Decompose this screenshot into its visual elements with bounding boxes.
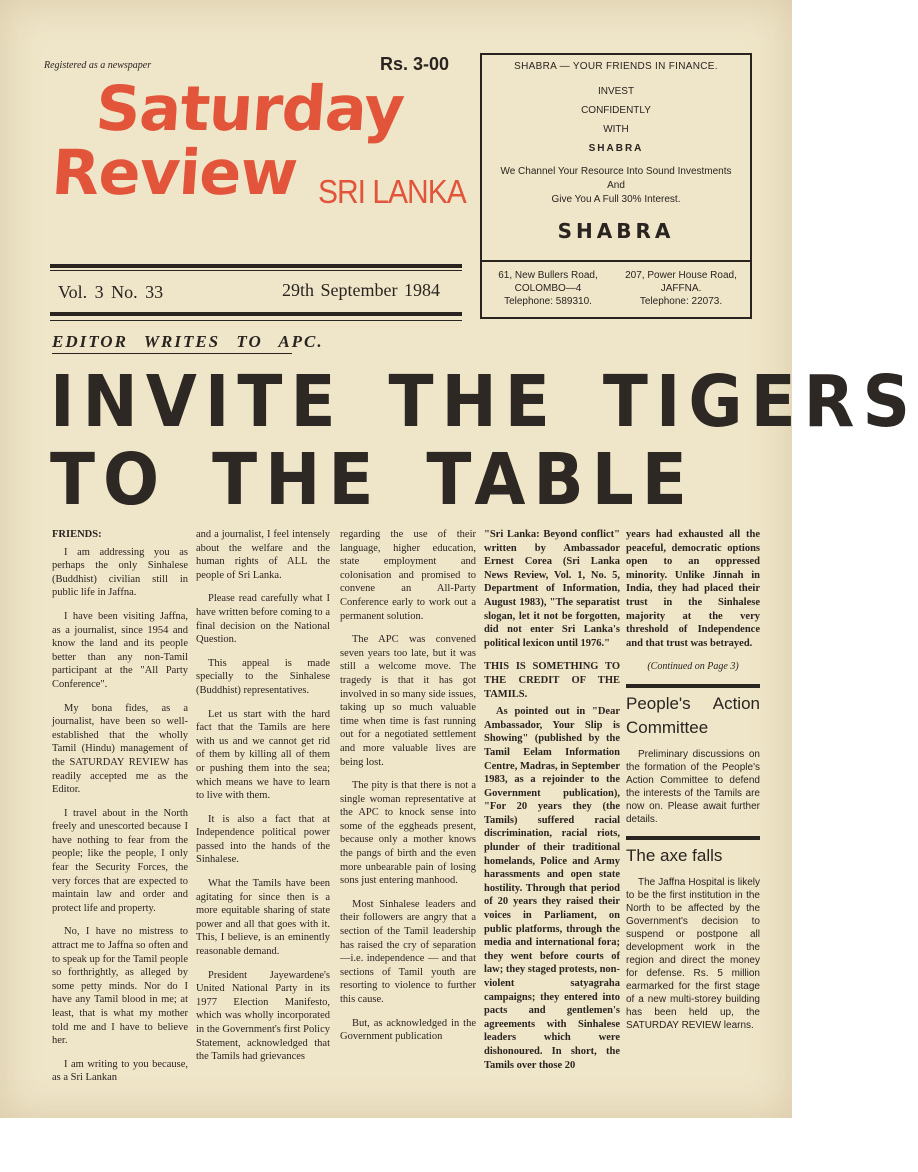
paragraph: Please read carefully what I have written before coming to a final decision on the National Question. xyxy=(196,593,330,646)
ad-city: JAFFNA. xyxy=(660,283,702,294)
headline-line2: TO THE TABLE xyxy=(50,438,695,522)
article-column-4 xyxy=(484,528,620,1082)
divider xyxy=(50,312,462,316)
headline-line1: INVITE THE TIGERS xyxy=(50,360,918,444)
paragraph: This appeal is made specially to the Sinhalese (Buddhist) representatives. xyxy=(196,657,330,696)
article-column-2 xyxy=(196,528,330,1074)
paragraph: I have been visiting Jaffna, as a journalist, since 1954 and know the land and its people better than any non-Tamil participant at the "All Party Conference". xyxy=(52,610,188,690)
paragraph: My bona fides, as a journalist, have been so well-established that the wholly Tamil (Hindu) management of the SATURDAY REVIEW has readily accepted me as the Editor. xyxy=(52,702,188,796)
issue-date: 29th September 1984 xyxy=(282,280,440,300)
divider xyxy=(50,320,462,321)
masthead-title-line2: Review xyxy=(49,136,300,209)
paragraph: I am writing to you because, as a Sri Lankan xyxy=(52,1058,188,1084)
article-column-1 xyxy=(52,528,188,1095)
ad-divider xyxy=(482,260,750,262)
ad-address-jaffna xyxy=(616,269,746,308)
brief-title: The axe falls xyxy=(626,845,723,865)
paragraph: Let us start with the hard fact that the Tamils are here with us and we cannot get rid of them by killing all of them or pushing them into the sea; which means we have to learn to live with them. xyxy=(196,708,330,802)
ad-brand: SHABRA xyxy=(557,219,675,243)
paragraph: No, I have no mistress to attract me to Jaffna so often and to speak up for the Tamil people so forthrightly, as alleged by some petty minds. Nor do I have any Tamil blood in me; at least, that is what my mother told me and I have to believe her. xyxy=(52,926,188,1047)
article-column-3 xyxy=(340,528,476,1054)
paragraph: President Jayewardene's United National Party in its 1977 Election Manifesto, which was wholly incorporated in the Government's first Policy Statement, acknowledged that the Tamils had grievances xyxy=(196,969,330,1063)
paragraph: and a journalist, I feel intensely about the welfare and the human rights of ALL the people of Sri Lanka. xyxy=(196,529,330,581)
ad-header: SHABRA — YOUR FRIENDS IN FINANCE. xyxy=(514,61,718,72)
paragraph: Most Sinhalese leaders and their followers are angry that a section of the Tamil leadership has raised the cry of separation—i.e. independence — and that sections of Tamil youth are resorting to violence to further this cause. xyxy=(340,898,476,1005)
paragraph: "Sri Lanka: Beyond conflict" written by Ambassador Ernest Corea (Sri Lanka News Review, Vol. 1, No. 5, Department of Information, August 1983), "The separatist slogan, let it not be forgotten, did not enter Sri Lanka's political lexicon until 1976." xyxy=(484,529,620,649)
shabra-advertisement xyxy=(480,53,752,319)
article-subhead: THIS IS SOMETHING TO THE CREDIT OF THE TAMILS. xyxy=(484,661,620,700)
ad-line: SHABRA xyxy=(588,143,644,154)
ad-street: 61, New Bullers Road, xyxy=(498,270,598,281)
ad-phone: Telephone: 22073. xyxy=(639,296,723,307)
ad-line: INVEST xyxy=(597,86,635,97)
paragraph: regarding the use of their language, higher education, state employment and colonisation and promised to convene an All-Party Conference early to work out a permanent solution. xyxy=(340,529,476,622)
paragraph: As pointed out in "Dear Ambassador, Your Slip is Showing" (published by the Tamil Eelam Information Centre, Madras, in September 1983, as a rejoinder to the Government publication), "For 20 years they (the Tamils) suffered racial discrimination, racial riots, plunder of their traditional homelands, Police and Army harassments and open state hostility. Through that period of 20 years they raised their voices in Parliament, on public platforms, through the media and international fora; they went before courts of law; they staged protests, non-violent satyagraha campaigns; they entered into pacts and gentlemen's agreements with Sinhalese leaders which were dishonoured. In short, the Tamils over those 20 xyxy=(484,706,621,1071)
paragraph: The APC was convened seven years too late, but it was still a welcome move. The tragedy is that it has got involved in so many side issues, taking up so much valuable time when time is fast running out for a negotiated settlement and more valuable lives are being lost. xyxy=(340,634,476,768)
article-kicker: EDITOR WRITES TO APC. xyxy=(52,332,324,351)
ad-line: CONFIDENTLY xyxy=(581,105,651,116)
ad-line: And xyxy=(607,180,625,191)
ad-city: COLOMBO—4 xyxy=(514,283,582,294)
ad-street: 207, Power House Road, xyxy=(625,270,737,281)
brief-title: People's Action Committee xyxy=(626,693,760,737)
ad-line: Give You A Full 30% Interest. xyxy=(551,194,681,205)
masthead-subtitle: SRI LANKA xyxy=(318,174,466,211)
divider xyxy=(50,264,462,268)
paragraph: The pity is that there is not a single woman representative at the APC to knock sense into some of the eggheads present, because only a mother knows the pangs of birth and the even more unbearable pain of losing sons just entering manhood. xyxy=(340,780,476,887)
ad-line: WITH xyxy=(603,124,629,135)
paragraph: What the Tamils have been agitating for since then is a more equitable sharing of state power and all that goes with it. This, I believe, is an eminently reasonable demand. xyxy=(196,878,330,958)
ad-phone: Telephone: 589310. xyxy=(504,296,592,307)
registration-note: Registered as a newspaper xyxy=(44,60,152,71)
salutation: FRIENDS: xyxy=(52,529,102,540)
divider xyxy=(626,684,760,688)
paragraph: It is also a fact that at Independence political power passed into the hands of the Sinhalese. xyxy=(196,813,330,866)
issue-volume: Vol. 3 No. 33 xyxy=(58,282,164,302)
paragraph: But, as acknowledged in the Government publication xyxy=(340,1017,476,1043)
paragraph: years had exhausted all the peaceful, democratic options open to an oppressed minority. Unlike Jinnah in India, they had placed their trust in the Sinhalese majority at the very threshold of Independence and that trust was betrayed. xyxy=(626,529,760,649)
continued-note: (Continued on Page 3) xyxy=(647,661,739,673)
paragraph: I am addressing you as perhaps the only Sinhalese (Buddhist) civilian still in public life in Jaffna. xyxy=(52,546,188,599)
article-column-5 xyxy=(626,528,760,1042)
ad-line: We Channel Your Resource Into Sound Investments xyxy=(500,166,732,177)
masthead-title-line1: Saturday xyxy=(93,72,407,145)
price-label: Rs. 3-00 xyxy=(380,54,450,74)
paragraph: I travel about in the North freely and unescorted because I have nothing to fear from the people; like the people, I only fear the Security Forces, the very forces that are expected to maintain law and order and protect life and property. xyxy=(52,807,188,914)
divider xyxy=(50,270,462,271)
divider xyxy=(626,836,760,840)
brief-body: The Jaffna Hospital is likely to be the first institution in the North to be affected by the Government's decision to suspend or postpone all development work in the region and direct the money for defense. Rs. 5 million earmarked for the first stage of a new multi-storey building has been held up, the SATURDAY REVIEW learns. xyxy=(626,876,760,1031)
brief-body: Preliminary discussions on the formation of the People's Action Committee to defend the interests of the Tamils are now on. Please await further details. xyxy=(626,748,760,825)
kicker-underline xyxy=(52,353,292,354)
ad-address-colombo xyxy=(486,269,610,308)
